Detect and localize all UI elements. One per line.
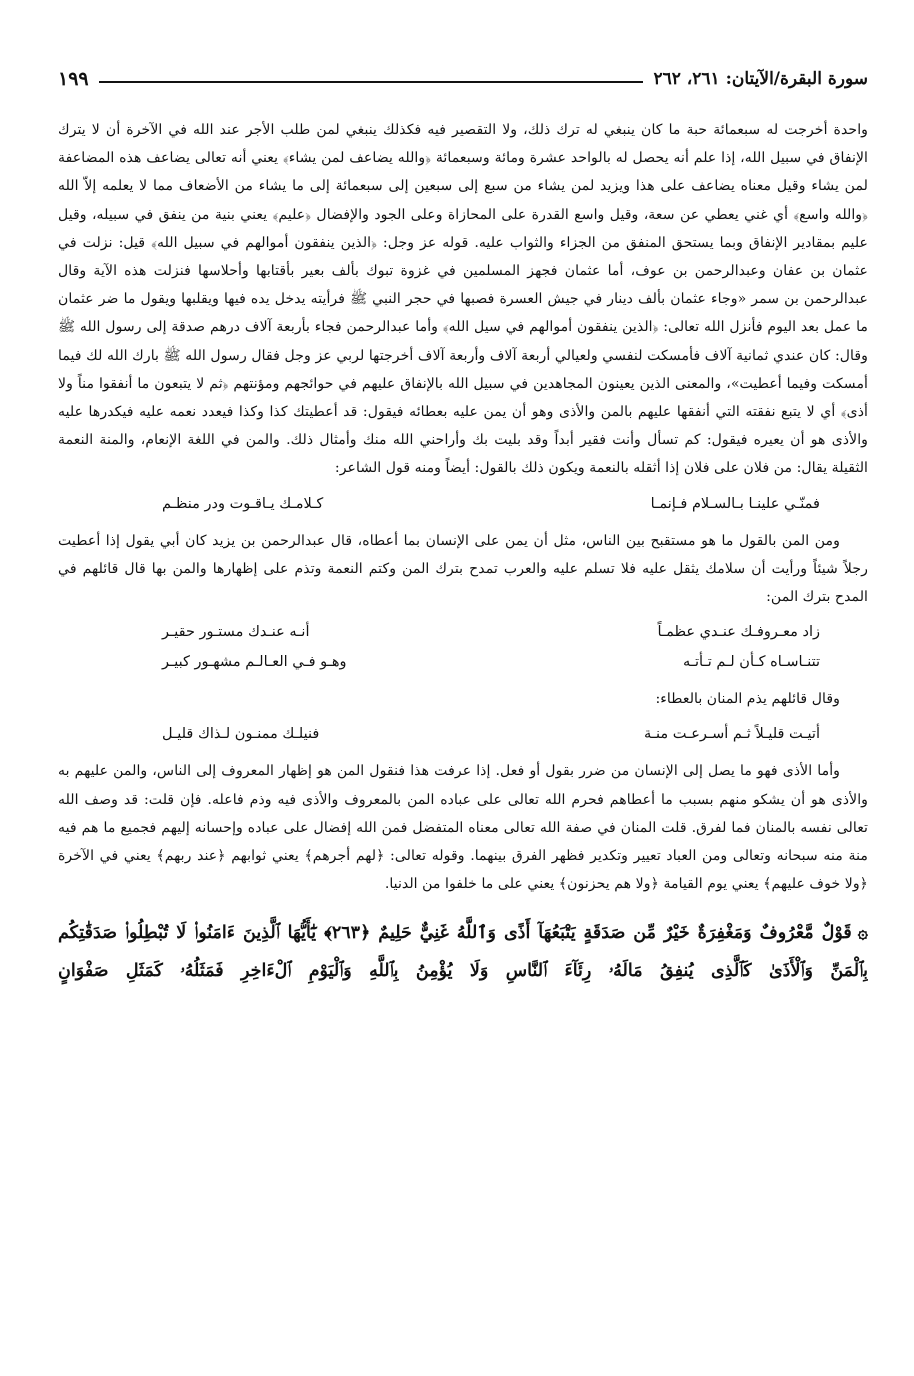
book-page xyxy=(58,62,868,1352)
poem-1 xyxy=(58,489,868,519)
poem-1-second-hemistich: كـلامـك يـاقـوت ودر منظـم xyxy=(162,495,324,512)
page-number: ١٩٩ xyxy=(58,68,89,90)
poem-2-line-1 xyxy=(58,617,868,647)
paragraph-1: واحدة أخرجت له سبعمائة حبة ما كان ينبغي له ترك ذلك، ولا التقصير فيه فكذلك ينبغي لمن طلب الأجر عند الله في الآخرة أن لا يترك الإنفاق في سبيل الله، إذا علم أنه يحصل له بالواحد عشرة ومائة وسبعمائة ﴿والله يضاعف لمن يشاء﴾ يعني أنه تعالى يضاعف هذه المضاعفة لمن يشاء وقيل معناه يضاعف على هذا ويزيد لمن يشاء من سبع إلى سبعين إلى سبعمائة إلى ما يشاء من الأضعاف مما لا يعلمه إلاّ الله ﴿والله واسع﴾ أي غني يعطي عن سعة، وقيل واسع القدرة على المحازاة وعلى الجود والإفضال ﴿عليم﴾ يعني بنية من ينفق في سبيله، وقيل عليم بمقادير الإنفاق وبما يستحق المنفق من الجزاء والثواب عليه. قوله عز وجل: ﴿الذين ينفقون أموالهم في سبيل الله﴾ قيل: نزلت في عثمان بن عفان وعبدالرحمن بن عوف، أما عثمان فجهز المسلمين في غزوة تبوك بألف بعير بأقتابها وأحلاسها فنزلت هذه الآية وقال عبدالرحمن بن سمر «وجاء عثمان بألف دينار في جيش العسرة فصبها في حجر النبي ﷺ فرأيته يدخل يده فيها ويقلبها ويقول ما ضر عثمان ما عمل بعد اليوم فأنزل الله تعالى: ﴿الذين ينفقون أموالهم في سيل الله﴾ وأما عبدالرحمن فجاء بأربعة آلاف درهم صدقة إلى رسول الله ﷺ وقال: كان عندي ثمانية آلاف فأمسكت لنفسي ولعيالي أربعة آلاف وأربعة آلاف أخرجتها لربي عز وجل فقال رسول الله ﷺ بارك الله لك فيما أمسكت وفيما أعطيت»، والمعنى الذين يعينون المجاهدين في سبيل الله بالإنفاق عليهم في حوائجهم ومؤنتهم ﴿ثم لا يتبعون ما أنفقوا مناً ولا أذى﴾ أي لا يتبع نفقته التي أنفقها عليهم بالمن والأذى وهو أن يمن عليه بعطائه فيقول: قد أعطيتك كذا وكذا فيعدد نعمه عليه فيكدرها عليه والأذى هو أن يعيره فيقول: كم تسأل وأنت فقير أبداً وقد بليت بك وأراحني الله منك وأمثال ذلك. والمن في اللغة الإنعام، والمنة النعمة الثقيلة يقال: من فلان على فلان إذا أثقله بالنعمة ويكون ذلك بالقول: أيضاً ومنه قول الشاعر: xyxy=(58,122,868,477)
poem-2 xyxy=(58,617,868,677)
commentary-text xyxy=(58,116,868,898)
poem-2-line-2-first: تتنـاسـاه كـأن لـم تـأتـه xyxy=(683,654,820,671)
paragraph-2: ومن المن بالقول ما هو مستقبح بين الناس، مثل أن يمن على الإنسان بما أعطاه، قال عبدالرحمن بن يزيد كان أبي يقول إذا أعطيت رجلاً شيئاً ورأيت أن سلامك يثقل عليه فلا تسلم عليه والعرب تمدح بترك المن وكتم النعمة وتذم على إظهارها والمن بها قال قائلهم في المدح بترك المن: xyxy=(58,532,868,606)
header-rule xyxy=(99,81,644,83)
poem-1-first-hemistich: فمنّـي علينـا بـالسـلام فـإنمـا xyxy=(650,495,820,512)
poem-2-line-1-second: أنـه عنـدك مستـور حقيـر xyxy=(162,624,310,641)
poem-1-line xyxy=(58,489,868,519)
quran-verses xyxy=(58,914,868,990)
hizb-marker-icon: ۞ xyxy=(857,923,868,944)
poem-3-line xyxy=(58,719,868,749)
poem-2-line-2 xyxy=(58,647,868,677)
poem-3-first-hemistich: أتيـت قليـلاً ثـم أسـرعـت منـة xyxy=(643,726,820,743)
page-header xyxy=(58,62,868,96)
surah-title: سورة البقرة/الآيتان: ٢٦١، ٢٦٢ xyxy=(653,69,868,89)
poem-2-line-2-second: وهـو فـي العـالـم مشهـور كبيـر xyxy=(162,654,347,671)
poem-3-second-hemistich: فنيلـك ممنـون لـذاك قليـل xyxy=(162,726,320,743)
paragraph-4: وأما الأذى فهو ما يصل إلى الإنسان من ضرر بقول أو فعل. إذا عرفت هذا فنقول المن هو إظهار المعروف إلى الناس، والمن عليهم به والأذى هو أن يشكو منهم بسبب ما أعطاهم فحرم الله تعالى على عباده المن بالمعروف والأذى فيه وذم فاعله. فإن قلت: قد وصف الله تعالى نفسه بالمنان فما لفرق. قلت المنان في صفة الله تعالى معناه المتفضل فمن الله إفضال على عباده وإحسانه إليهم فجميع ما هم فيه منة منه سبحانه وتعالى ومن العباد تعيير وتكدير فظهر الفرق بينهما. وقوله تعالى: ﴿لهم أجرهم﴾ يعني ثوابهم ﴿عند ربهم﴾ يعني في الآخرة ﴿ولا خوف عليهم﴾ يعني يوم القيامة ﴿ولا هم يحزنون﴾ يعني على ما خلفوا من الدنيا. xyxy=(58,763,868,893)
quran-text: قَوْلٌ مَّعْرُوفٌ وَمَغْفِرَةٌ خَيْرٌ مِّن صَدَقَةٍ يَتْبَعُهَآ أَذًى وَٱللَّهُ غَنِيٌّ حَلِيمٌ ﴿٢٦٣﴾ يَٰٓأَيُّهَا ٱلَّذِينَ ءَامَنُوا۟ لَا تُبْطِلُوا۟ صَدَقَٰتِكُم بِٱلْمَنِّ وَٱلْأَذَىٰ كَٱلَّذِى يُنفِقُ مَالَهُۥ رِئَآءَ ٱلنَّاسِ وَلَا يُؤْمِنُ بِٱللَّهِ وَٱلْيَوْمِ ٱلْءَاخِرِ فَمَثَلُهُۥ كَمَثَلِ صَفْوَانٍ xyxy=(58,923,868,982)
paragraph-3: وقال قائلهم يذم المنان بالعطاء: xyxy=(655,691,840,708)
poem-3 xyxy=(58,719,868,749)
poem-2-line-1-first: زاد معـروفـك عنـدي عظمـاً xyxy=(657,624,820,641)
